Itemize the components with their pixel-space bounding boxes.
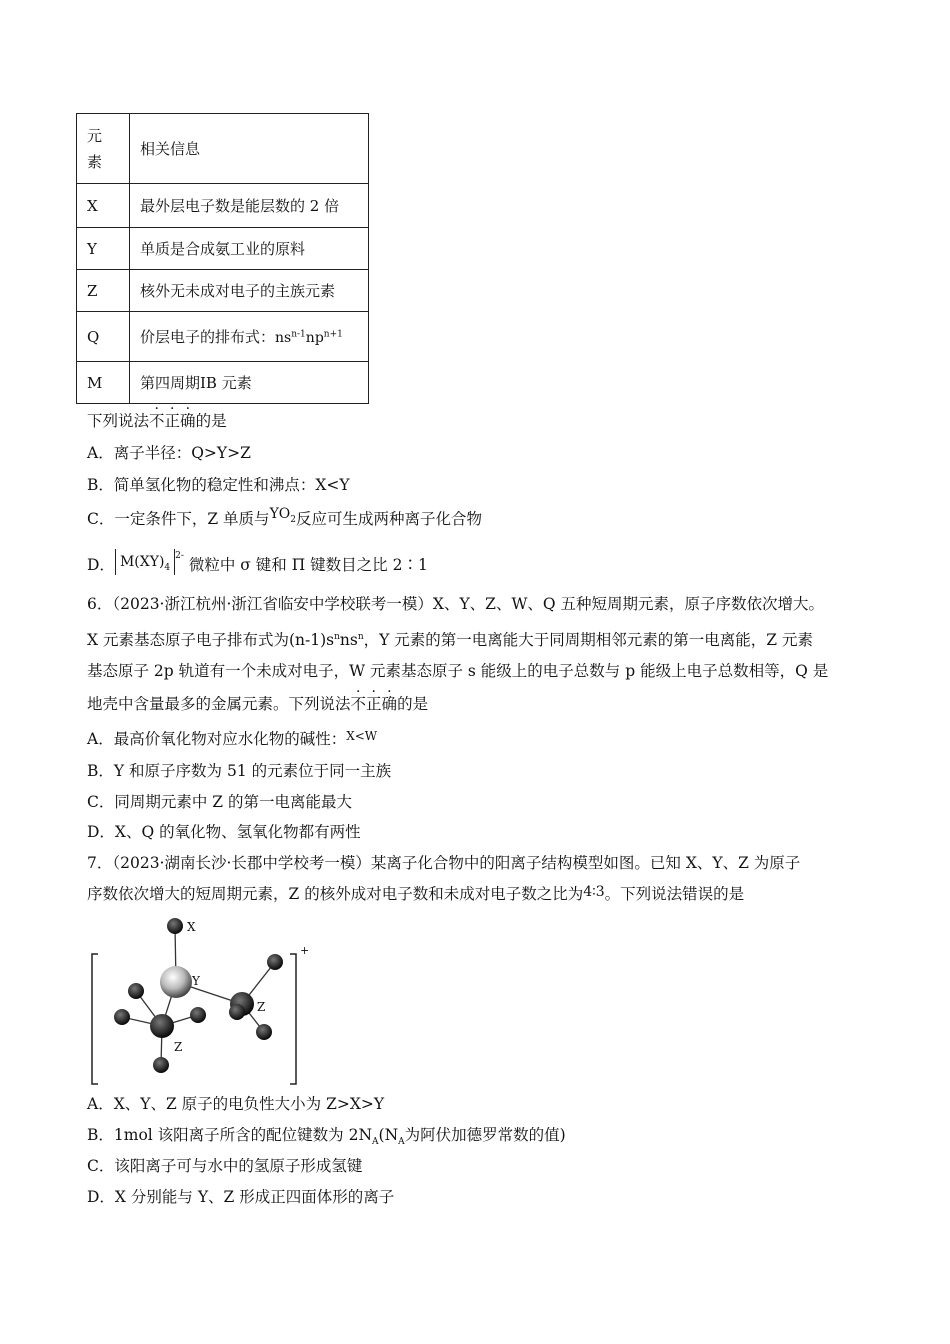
- element-info-table: [76, 113, 369, 404]
- cell-element: Q: [77, 312, 130, 362]
- q5-d-sub: 4: [164, 562, 171, 573]
- cell-info: 单质是合成氨工业的原料: [130, 228, 369, 270]
- q7-b-suffix: 为阿伏加德罗常数的值): [404, 1126, 566, 1144]
- q5-c-suffix: 反应可生成两种离子化合物: [296, 510, 483, 528]
- cell-element: Z: [77, 270, 130, 312]
- table-row: [77, 362, 369, 404]
- left-bracket: [92, 954, 98, 1084]
- q5-stem: 下列说法不正确的是: [87, 412, 227, 430]
- config-ns: ns: [275, 330, 292, 346]
- cation-structure-diagram: [86, 912, 316, 1087]
- atom-small: [153, 1057, 169, 1073]
- q7-line-2: [87, 884, 744, 905]
- q6-line-3: 基态原子 2p 轨道有一个未成对电子，W 元素基态原子 s 能级上的电子总数与 p 能级上电子总数相等，Q 是: [87, 662, 829, 680]
- right-bracket: [290, 954, 296, 1084]
- table-row: [77, 270, 369, 312]
- table-header-row: [77, 114, 369, 184]
- q6-option-a: [87, 729, 377, 750]
- label-x: X: [187, 920, 196, 934]
- label-z-lower: Z: [174, 1040, 183, 1054]
- cell-info: [130, 312, 369, 362]
- q6-option-d: D．X、Q 的氧化物、氢氧化物都有两性: [87, 823, 361, 841]
- q6-line-4: 地壳中含量最多的金属元素。下列说法不正确的是: [87, 695, 429, 713]
- q6-a-prefix: A．最高价氧化物对应水化物的碱性：: [87, 730, 347, 748]
- cell-element: M: [77, 362, 130, 404]
- q6-option-c: C．同周期元素中 Z 的第一电离能最大: [87, 793, 352, 811]
- q5-d-formula: M(XY): [119, 554, 165, 571]
- q7-l2-prefix: 序数依次增大的短周期元素，Z 的核外成对电子数和未成对电子数之比为: [87, 885, 584, 903]
- atom-small: [114, 1009, 130, 1025]
- header-element: 元 素: [77, 114, 130, 184]
- atom-small: [256, 1024, 272, 1040]
- q7-option-d: D．X 分别能与 Y、Z 形成正四面体形的离子: [87, 1188, 395, 1206]
- q5-d-charge: 2-: [175, 551, 184, 561]
- atom-small: [190, 1007, 206, 1023]
- q6-option-b: B．Y 和原子序数为 51 的元素位于同一主族: [87, 762, 392, 780]
- q5-option-b: B．简单氢化物的稳定性和沸点：X<Y: [87, 476, 350, 494]
- q5-d-suffix: 微粒中 σ 键和 Π 键数目之比 2∶1: [188, 556, 428, 575]
- q5-d-complex: [115, 549, 175, 575]
- q7-b-prefix: B．1mol 该阳离子所含的配位键数为 2N: [87, 1126, 373, 1144]
- q5-c-prefix: C．一定条件下，Z 单质与: [87, 510, 270, 528]
- q5-c-sub: 2: [290, 514, 297, 525]
- q6-l2-mid: ns: [339, 631, 358, 650]
- config-formula: [275, 330, 343, 346]
- q6-l2-suffix: ，Y 元素的第一电离能大于同周期相邻元素的第一电离能，Z 元素: [363, 631, 813, 650]
- q7-l2-suffix: 。下列说法错误的是: [604, 885, 745, 903]
- q5-option-d: [87, 552, 428, 579]
- cell-info-prefix: 价层电子的排布式：: [140, 328, 276, 346]
- header-info: 相关信息: [130, 114, 369, 184]
- q6-l2-prefix: X 元素基态原子电子排布式为(n-1)s: [87, 631, 335, 650]
- q6-line-2: [87, 627, 813, 650]
- q6-l2-sup2: n: [357, 632, 364, 642]
- cell-element: Y: [77, 228, 130, 270]
- q7-b-sub1: A: [372, 1137, 379, 1148]
- atom-z-lower: [150, 1014, 174, 1038]
- table-row: [77, 228, 369, 270]
- q7-ratio: 4∶3: [583, 884, 605, 900]
- q7-b-sub2: A: [398, 1137, 405, 1148]
- q6-l2-sup1: n: [334, 632, 340, 642]
- q5-option-a: A．离子半径：Q>Y>Z: [87, 444, 251, 462]
- atom-y: [160, 966, 192, 998]
- label-y: Y: [192, 974, 200, 988]
- config-sup-1: n-1: [291, 329, 306, 340]
- q7-b-mid: (N: [378, 1126, 399, 1144]
- q6-a-formula: X<W: [346, 729, 378, 743]
- q5-c-formula: [269, 506, 297, 525]
- cell-element: X: [77, 184, 130, 228]
- config-np: np: [305, 330, 324, 346]
- q7-option-b: [87, 1125, 566, 1152]
- cell-info: 核外无未成对电子的主族元素: [130, 270, 369, 312]
- label-z-right: Z: [257, 1000, 266, 1014]
- q6-line-1: 6．（2023·浙江杭州·浙江省临安中学校联考一模）X、Y、Z、W、Q 五种短周期元素，原子序数依次增大。: [87, 595, 825, 613]
- atom-x: [167, 918, 183, 934]
- table-row: [77, 184, 369, 228]
- cell-info: 第四周期ⅠB 元素: [130, 362, 369, 404]
- table-row: [77, 312, 369, 362]
- atom-small: [229, 1004, 245, 1020]
- q7-option-c: C．该阳离子可与水中的氢原子形成氢键: [87, 1157, 363, 1175]
- atom-small: [128, 983, 144, 999]
- config-sup-2: n+1: [323, 329, 343, 340]
- cell-info: 最外层电子数是能层数的 2 倍: [130, 184, 369, 228]
- label-charge: +: [300, 944, 310, 957]
- q7-option-a: A．X、Y、Z 原子的电负性大小为 Z>X>Y: [87, 1095, 385, 1113]
- q5-c-yo: YO: [269, 506, 291, 522]
- q5-option-c: [87, 506, 483, 536]
- bonds: [122, 926, 275, 1065]
- atom-small: [267, 954, 283, 970]
- q5-d-prefix: D．: [87, 556, 115, 575]
- q7-line-1: 7．（2023·湖南长沙·长郡中学校考一模）某离子化合物中的阳离子结构模型如图。已知 X、Y、Z 为原子: [87, 854, 801, 872]
